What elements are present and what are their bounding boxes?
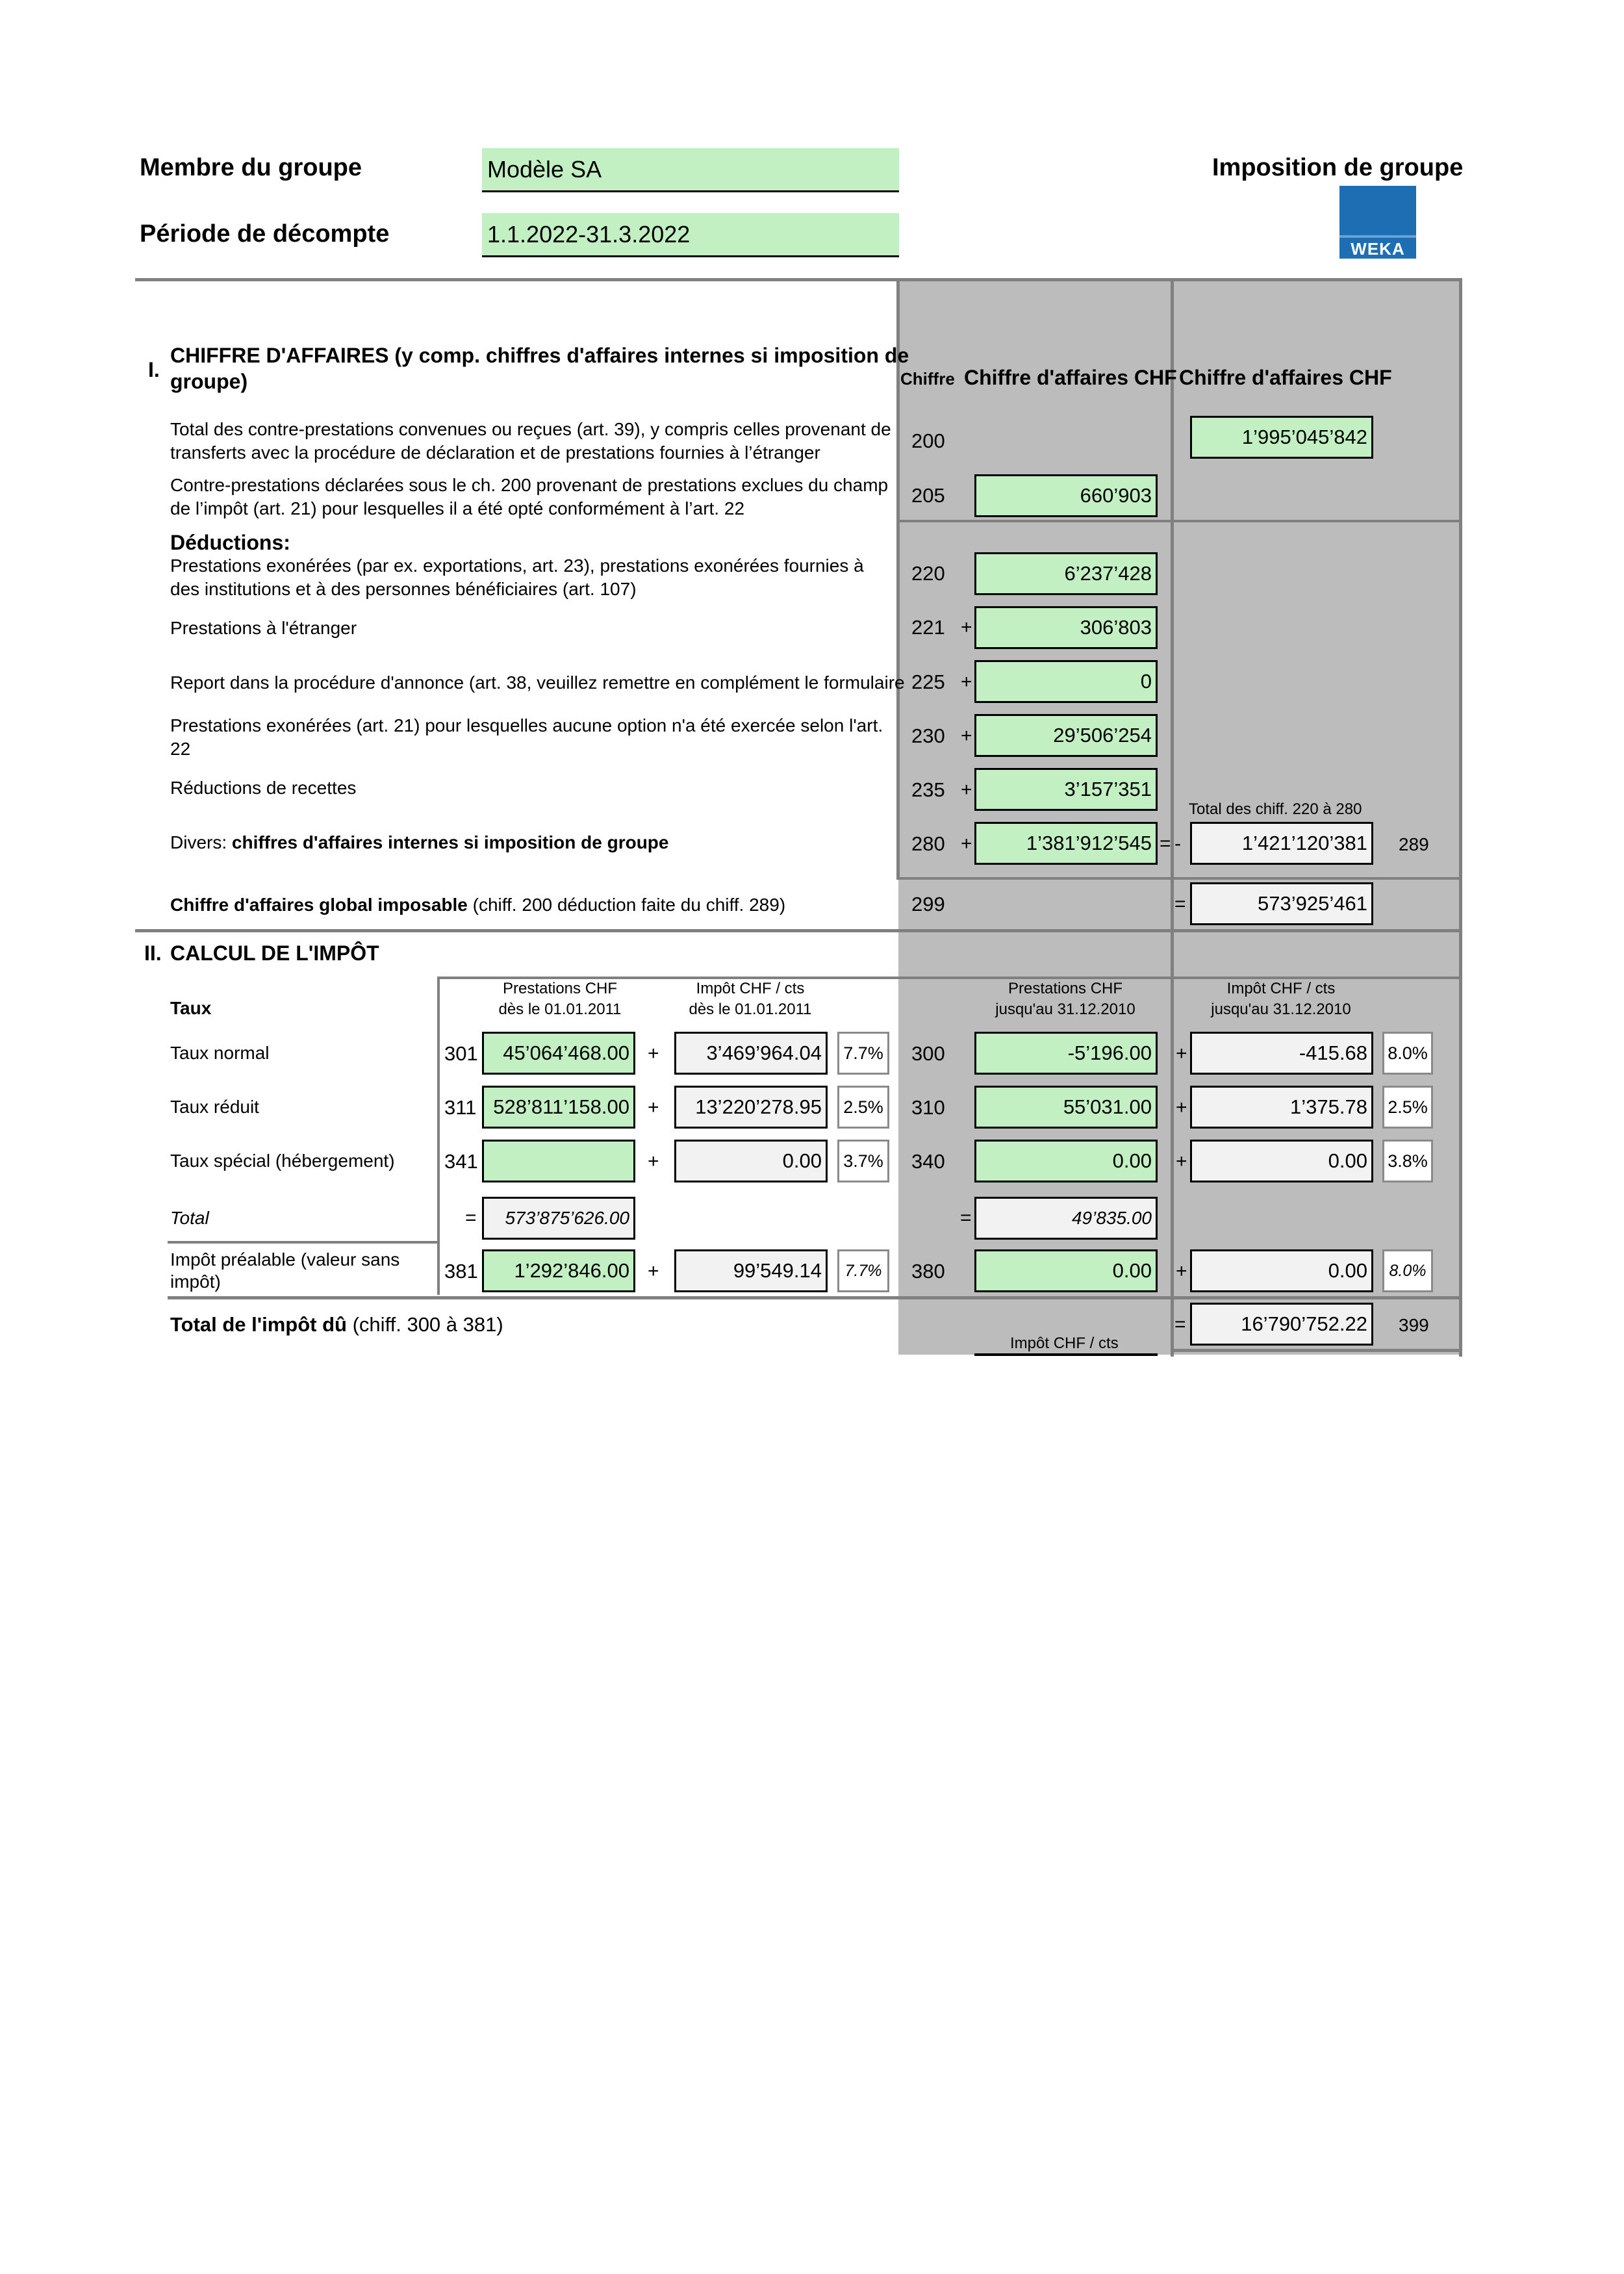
- rate-row-prest-new[interactable]: 45’064’468.00: [482, 1032, 635, 1075]
- total-new-eq: =: [465, 1207, 477, 1229]
- total-label: Total: [170, 1208, 209, 1228]
- rate-row-label: Taux normal: [170, 1043, 270, 1063]
- colD-line1: Impôt CHF / cts: [1226, 980, 1336, 997]
- input-tax-rate-old: 8.0%: [1382, 1249, 1433, 1292]
- trailing-field-top: [974, 1353, 1158, 1356]
- section1-title-line1: CHIFFRE D'AFFAIRES (y comp. chiffres d'affaires internes si imposition de: [170, 344, 909, 367]
- row280-text-bold: chiffres d'affaires internes si imposition de groupe: [231, 832, 669, 852]
- row220-code: 220: [911, 562, 945, 585]
- rate-row-tax-new: 13’220’278.95: [674, 1086, 828, 1129]
- rate-row-tax-old: 0.00: [1190, 1140, 1373, 1182]
- row280-minus: -: [1174, 833, 1181, 854]
- row280-field[interactable]: 1’381’912’545: [974, 822, 1158, 865]
- input-tax-op: +: [648, 1260, 659, 1282]
- rate-row-label: Taux spécial (hébergement): [170, 1151, 395, 1171]
- row299-field: 573’925’461: [1190, 882, 1373, 925]
- row200-code: 200: [911, 429, 945, 452]
- member-label: Membre du groupe: [140, 154, 362, 181]
- input-tax-code-new: 381: [444, 1260, 478, 1283]
- divider-section2: [135, 929, 1462, 932]
- divider-right: [1459, 278, 1462, 1357]
- total-due-label: [170, 1312, 503, 1336]
- row299-eq: =: [1174, 893, 1186, 915]
- colA-line2: dès le 01.01.2011: [498, 1001, 622, 1018]
- input-tax-prest-new[interactable]: 1’292’846.00: [482, 1249, 635, 1292]
- colB-line1: Impôt CHF / cts: [696, 980, 805, 997]
- rate-row-code-old: 340: [911, 1150, 945, 1173]
- total-old-field: 49’835.00: [974, 1197, 1158, 1240]
- total-due-label-bold: Total de l'impôt dû: [170, 1313, 347, 1336]
- row299-code: 299: [911, 893, 945, 915]
- total-old-eq: =: [960, 1207, 972, 1229]
- rate-row-prest-new[interactable]: [482, 1140, 635, 1182]
- rate-row-tax-new: 3’469’964.04: [674, 1032, 828, 1075]
- rate-row-rate-old: 2.5%: [1382, 1086, 1433, 1129]
- row280-text-normal: Divers:: [170, 832, 232, 852]
- row205-text1: Contre-prestations déclarées sous le ch. 200 provenant de prestations exclues du champ: [170, 475, 889, 495]
- row221-op: +: [961, 617, 972, 638]
- rate-row-prest-old[interactable]: 0.00: [974, 1140, 1158, 1182]
- row230-text2: 22: [170, 739, 191, 759]
- row235-op: +: [961, 779, 972, 800]
- rate-row-op-old: +: [1176, 1043, 1187, 1064]
- rate-row-code-new: 301: [444, 1042, 478, 1065]
- rate-row-code-old: 310: [911, 1096, 945, 1119]
- weka-logo: [1339, 186, 1416, 259]
- divider-rates-left: [437, 977, 440, 1295]
- total-due-label-normal: (chiff. 300 à 381): [347, 1313, 503, 1336]
- rate-row-code-old: 300: [911, 1042, 945, 1065]
- rate-row-prest-old[interactable]: 55’031.00: [974, 1086, 1158, 1129]
- input-tax-label2: impôt): [170, 1271, 221, 1292]
- rate-row-code-new: 341: [444, 1150, 478, 1173]
- divider-input-tax: [168, 1241, 440, 1244]
- input-tax-rate-new: 7.7%: [837, 1249, 889, 1292]
- row200-text1: Total des contre-prestations convenues ou reçues (art. 39), y compris celles provenant de: [170, 419, 891, 439]
- gray-panel-right: [898, 279, 1462, 1355]
- colD-line2: jusqu'au 31.12.2010: [1211, 1001, 1351, 1018]
- rate-row-prest-old[interactable]: -5’196.00: [974, 1032, 1158, 1075]
- member-value: Modèle SA: [487, 155, 602, 183]
- divider-rates-top: [437, 977, 1462, 979]
- rate-row-prest-new[interactable]: 528’811’158.00: [482, 1086, 635, 1129]
- total-due-code: 399: [1399, 1315, 1429, 1335]
- row205-field[interactable]: 660’903: [974, 474, 1158, 517]
- section2-roman: II.: [144, 941, 162, 965]
- colA-line1: Prestations CHF: [502, 980, 618, 997]
- period-field[interactable]: [482, 213, 899, 257]
- rate-row-rate-old: 3.8%: [1382, 1140, 1433, 1182]
- rate-row-rate-new: 2.5%: [837, 1086, 889, 1129]
- taux-label: Taux: [170, 998, 212, 1018]
- row235-code: 235: [911, 778, 945, 801]
- row280-eq: =: [1160, 833, 1171, 854]
- trailing-label: Impôt CHF / cts: [1010, 1335, 1119, 1352]
- row235-field[interactable]: 3’157’351: [974, 768, 1158, 811]
- row220-text2: des institutions et à des personnes bénéficiaires (art. 107): [170, 579, 637, 599]
- row221-text: Prestations à l'étranger: [170, 618, 357, 638]
- rate-row-op: +: [648, 1043, 659, 1064]
- row225-code: 225: [911, 671, 945, 693]
- logo-text: WEKA: [1351, 239, 1405, 259]
- row280-op: +: [961, 833, 972, 854]
- rate-row-rate-new: 7.7%: [837, 1032, 889, 1075]
- row235-text: Réductions de recettes: [170, 778, 357, 798]
- row230-code: 230: [911, 724, 945, 747]
- rate-row-tax-old: 1’375.78: [1190, 1086, 1373, 1129]
- section1-title-line2: groupe): [170, 370, 248, 393]
- col-ca2-header: Chiffre d'affaires CHF: [1179, 366, 1392, 389]
- col-chiffre-header: Chiffre: [900, 369, 955, 389]
- divider-deductions: [896, 520, 1462, 522]
- row230-field[interactable]: 29’506’254: [974, 714, 1158, 757]
- row289-field: 1’421’120’381: [1190, 822, 1373, 865]
- row289-code: 289: [1399, 834, 1429, 854]
- page-title: Imposition de groupe: [1212, 154, 1464, 181]
- rate-row-tax-new: 0.00: [674, 1140, 828, 1182]
- total-due-eq: =: [1174, 1314, 1186, 1335]
- divider-col1: [896, 278, 900, 878]
- period-value: 1.1.2022-31.3.2022: [487, 220, 691, 248]
- row230-text1: Prestations exonérées (art. 21) pour lesquelles aucune option n'a été exercée selon l'art.: [170, 715, 883, 735]
- row299-text: [170, 894, 785, 916]
- colB-line2: dès le 01.01.2011: [689, 1001, 812, 1018]
- row220-text1: Prestations exonérées (par ex. exportations, art. 23), prestations exonérées fournies à: [170, 556, 864, 576]
- row225-field[interactable]: 0: [974, 660, 1158, 703]
- divider-top: [135, 278, 1462, 281]
- row221-code: 221: [911, 616, 945, 639]
- divider-end: [1171, 1349, 1462, 1352]
- input-tax-prest-old[interactable]: 0.00: [974, 1249, 1158, 1292]
- rate-row-rate-old: 8.0%: [1382, 1032, 1433, 1075]
- total-220-280-label: Total des chiff. 220 à 280: [1189, 800, 1362, 818]
- member-field[interactable]: [482, 148, 899, 192]
- rate-row-op: +: [648, 1097, 659, 1118]
- row299-text-bold: Chiffre d'affaires global imposable: [170, 895, 468, 915]
- rate-row-code-new: 311: [444, 1096, 477, 1119]
- colC-line1: Prestations CHF: [1008, 980, 1123, 997]
- row280-code: 280: [911, 832, 945, 855]
- rate-row-op-old: +: [1176, 1097, 1187, 1118]
- rate-row-rate-new: 3.7%: [837, 1140, 889, 1182]
- row225-text: Report dans la procédure d'annonce (art. 38, veuillez remettre en complément le formulaire: [170, 672, 905, 693]
- row200-field[interactable]: 1’995’045’842: [1190, 416, 1373, 459]
- section2-title: CALCUL DE L'IMPÔT: [170, 941, 379, 965]
- input-tax-code-old: 380: [911, 1260, 945, 1283]
- input-tax-label1: Impôt préalable (valeur sans: [170, 1249, 400, 1270]
- rate-row-op-old: +: [1176, 1151, 1187, 1172]
- row299-text-normal: (chiff. 200 déduction faite du chiff. 289): [467, 895, 786, 915]
- row280-text: [170, 832, 668, 854]
- row205-text2: de l’impôt (art. 21) pour lesquelles il a été opté conformément à l’art. 22: [170, 498, 745, 518]
- period-label: Période de décompte: [140, 220, 390, 248]
- row205-code: 205: [911, 484, 945, 507]
- input-tax-tax-old: 0.00: [1190, 1249, 1373, 1292]
- row225-op: +: [961, 671, 972, 693]
- rate-row-tax-old: -415.68: [1190, 1032, 1373, 1075]
- row230-op: +: [961, 725, 972, 747]
- row220-field[interactable]: 6’237’428: [974, 552, 1158, 595]
- section1-roman: I.: [148, 358, 160, 381]
- divider-col2: [1171, 278, 1174, 1357]
- col-ca1-header: Chiffre d'affaires CHF: [964, 366, 1177, 389]
- divider-total-due: [168, 1296, 1462, 1299]
- colC-line2: jusqu'au 31.12.2010: [995, 1001, 1136, 1018]
- deductions-label: Déductions:: [170, 531, 290, 554]
- total-new-field: 573’875’626.00: [482, 1197, 635, 1240]
- row200-text2: transferts avec la procédure de déclaration et de prestations fournies à l’étranger: [170, 442, 820, 463]
- total-due-field: 16’790’752.22: [1190, 1303, 1373, 1346]
- rate-row-op: +: [648, 1151, 659, 1172]
- row221-field[interactable]: 306’803: [974, 606, 1158, 649]
- rate-row-label: Taux réduit: [170, 1097, 259, 1117]
- input-tax-op-old: +: [1176, 1260, 1187, 1282]
- input-tax-tax-new: 99’549.14: [674, 1249, 828, 1292]
- divider-289: [896, 877, 1462, 880]
